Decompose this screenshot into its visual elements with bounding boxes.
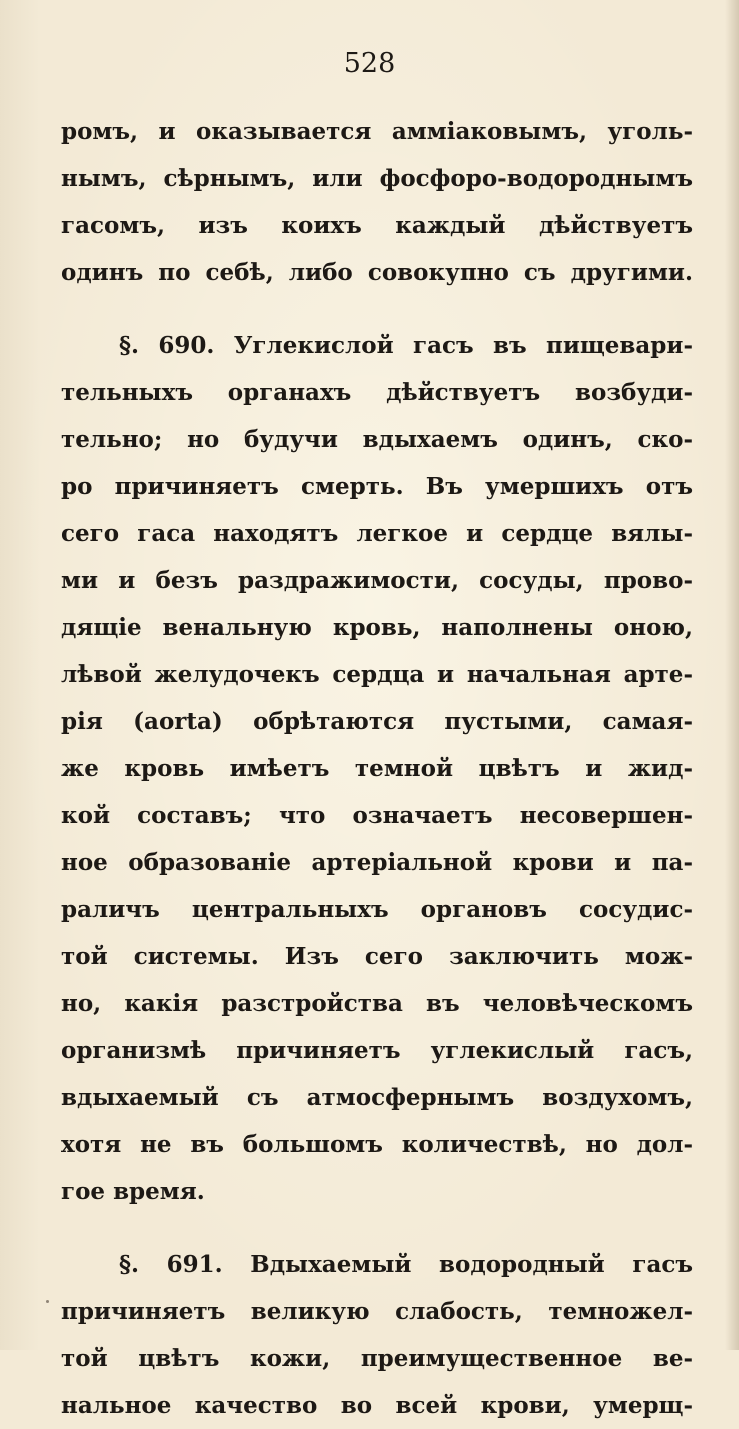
text-line: лѣвой желудочекъ сердца и начальная арте- <box>61 661 693 688</box>
text-line: тельно; но будучи вдыхаемъ одинъ, ско- <box>61 426 693 453</box>
paragraph-gap <box>61 1215 693 1241</box>
text-line: гасомъ, изъ коихъ каждый дѣйствуетъ <box>61 212 693 239</box>
text-line: кой составъ; что означаетъ несовершен- <box>61 802 693 829</box>
text-line: но, какiя разстройства въ человѣческомъ <box>61 990 693 1017</box>
text-line: нальное качество во всей крови, умерщ- <box>61 1392 693 1419</box>
text-line: той системы. Изъ сего заключить мож- <box>61 943 693 970</box>
text-line: нымъ, сѣрнымъ, или фосфоро-водороднымъ <box>61 165 693 192</box>
text-line: одинъ по себѣ, либо совокупно съ другими. <box>61 259 693 286</box>
text-line: вдыхаемый съ атмосфернымъ воздухомъ, <box>61 1084 693 1111</box>
spine-shadow <box>725 0 739 1350</box>
text-line: причиняетъ великую слабость, темножел- <box>61 1298 693 1325</box>
text-line: той цвѣтъ кожи, преимущественное ве- <box>61 1345 693 1372</box>
text-line: ромъ, и оказывается аммiаковымъ, уголь- <box>61 118 693 145</box>
body-text <box>61 108 693 1429</box>
text-line: же кровь имѣетъ темной цвѣтъ и жид- <box>61 755 693 782</box>
page-number: 528 <box>343 48 396 79</box>
paragraph-gap <box>61 296 693 322</box>
text-line: организмѣ причиняетъ углекислый гасъ, <box>61 1037 693 1064</box>
text-line: раличъ центральныхъ органовъ сосудис- <box>61 896 693 923</box>
paper-speck <box>46 1300 49 1303</box>
text-line: ми и безъ раздражимости, сосуды, прово- <box>61 567 693 594</box>
text-line: §. 690. Углекислой гасъ въ пищевари- <box>119 332 693 359</box>
text-line: рiя (aorta) обрѣтаются пустыми, самая- <box>61 708 693 735</box>
text-line: сего гаса находятъ легкое и сердце вялы- <box>61 520 693 547</box>
text-line: ро причиняетъ смерть. Въ умершихъ отъ <box>61 473 693 500</box>
text-line: дящiе венальную кровь, наполнены оною, <box>61 614 693 641</box>
text-line: ное образованiе артерiальной крови и па- <box>61 849 693 876</box>
text-line: гое время. <box>61 1178 205 1205</box>
text-line: тельныхъ органахъ дѣйствуетъ возбуди- <box>61 379 693 406</box>
text-line: хотя не въ большомъ количествѣ, но дол- <box>61 1131 693 1158</box>
text-line: §. 691. Вдыхаемый водородный гасъ <box>119 1251 693 1278</box>
